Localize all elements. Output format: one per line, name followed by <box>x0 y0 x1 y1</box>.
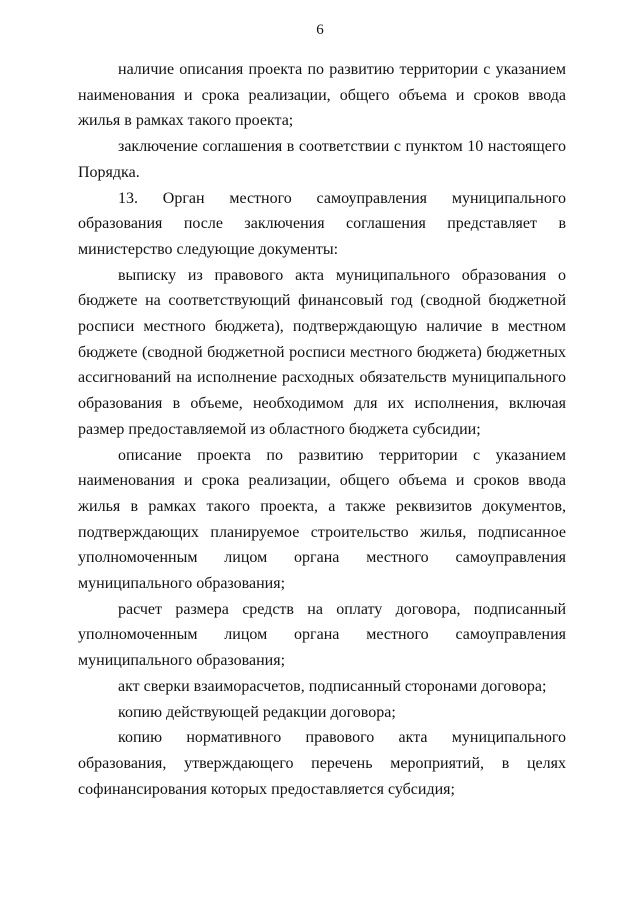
paragraph-project-description: описание проекта по развитию территории с указанием наименования и срока реализации, общего объема и сроков ввода жилья в рамках такого проекта, а также реквизитов документов, подтверждающих планируемое строительство жилья, подписанное уполномоченным лицом органа местного самоуправления муниципального образования; <box>78 446 566 593</box>
paragraph-project-description-presence: наличие описания проекта по развитию территории с указанием наименования и срока реализации, общего объема и сроков ввода жилья в рамках такого проекта; <box>78 61 566 130</box>
paragraph-reconciliation-act: акт сверки взаиморасчетов, подписанный сторонами договора; <box>118 677 547 695</box>
paragraph-funds-calculation: расчет размера средств на оплату договора, подписанный уполномоченным лицом органа местного самоуправления муниципального образования; <box>78 600 566 670</box>
paragraph-normative-act-copy: копию нормативного правового акта муниципального образования, утверждающего перечень мероприятий, в целях софинансирования которых предоставляется субсидия; <box>78 729 566 798</box>
document-body <box>78 57 566 802</box>
paragraph-contract-copy: копию действующей редакции договора; <box>118 703 396 721</box>
paragraph-agreement-conclusion: заключение соглашения в соответствии с пунктом 10 настоящего Порядка. <box>78 138 566 181</box>
page-number: 6 <box>316 22 324 38</box>
paragraph-budget-extract: выписку из правового акта муниципального образования о бюджете на соответствующий финансовый год (сводной бюджетной росписи местного бюджета), подтверждающую наличие в местном бюджете (сводной бюджетной росписи местного бюджета) бюджетных ассигнований на исполнение расходных обязательств муниципального образования в объеме, необходимом для их исполнения, включая размер предоставляемой из областного бюджета субсидии; <box>78 266 566 438</box>
paragraph-section-13: 13. Орган местного самоуправления муниципального образования после заключения соглашения представляет в министерство следующие документы: <box>78 189 566 258</box>
